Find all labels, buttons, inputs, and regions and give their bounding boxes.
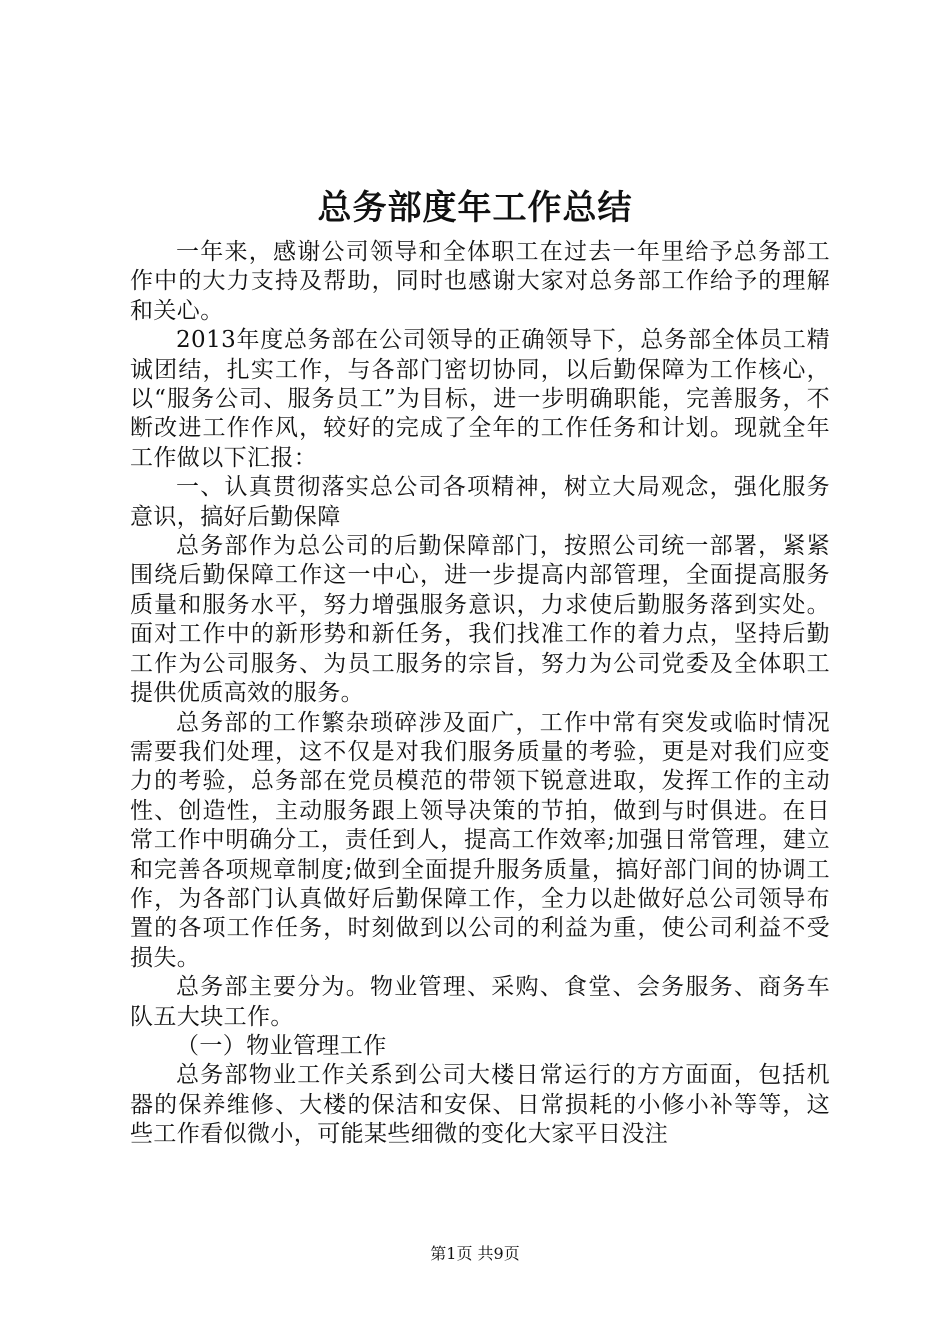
paragraph: 2013年度总务部在公司领导的正确领导下，总务部全体员工精诚团结，扎实工作，与各部门密切协同，以后勤保障为工作核心，以“服务公司、服务员工”为目标，进一步明确职能，完善服务，不断改进工作作风，较好的完成了全年的工作任务和计划。现就全年工作做以下汇报：	[130, 327, 830, 471]
document-title: 总务部度年工作总结	[317, 188, 633, 228]
page-footer: 第1页 共9页	[430, 1244, 520, 1263]
paragraph: 一年来，感谢公司领导和全体职工在过去一年里给予总务部工作中的大力支持及帮助，同时也感谢大家对总务部工作给予的理解和关心。	[130, 239, 830, 324]
paragraph: 总务部主要分为。物业管理、采购、食堂、会务服务、商务车队五大块工作。	[130, 974, 830, 1030]
section-heading: 一、认真贯彻落实总公司各项精神，树立大局观念，强化服务意识，搞好后勤保障	[130, 474, 830, 530]
document-body	[130, 238, 830, 1150]
paragraph: 总务部的工作繁杂琐碎涉及面广，工作中常有突发或临时情况需要我们处理，这不仅是对我们服务质量的考验，更是对我们应变力的考验，总务部在党员模范的带领下锐意进取，发挥工作的主动性、创造性，主动服务跟上领导决策的节拍，做到与时俱进。在日常工作中明确分工，责任到人，提高工作效率;加强日常管理，建立和完善各项规章制度;做到全面提升服务质量，搞好部门间的协调工作，为各部门认真做好后勤保障工作，全力以赴做好总公司领导布置的各项工作任务，时刻做到以公司的利益为重，使公司利益不受损失。	[130, 709, 830, 971]
paragraph: 总务部物业工作关系到公司大楼日常运行的方方面面，包括机器的保养维修、大楼的保洁和安保、日常损耗的小修小补等等，这些工作看似微小，可能某些细微的变化大家平日没注	[130, 1062, 830, 1148]
paragraph: 总务部作为总公司的后勤保障部门，按照公司统一部署，紧紧围绕后勤保障工作这一中心，进一步提高内部管理，全面提高服务质量和服务水平，努力增强服务意识，力求使后勤服务落到实处。面对工作中的新形势和新任务，我们找准工作的着力点，坚持后勤工作为公司服务、为员工服务的宗旨，努力为公司党委及全体职工提供优质高效的服务。	[130, 533, 830, 707]
subsection-heading: （一）物业管理工作	[176, 1032, 387, 1059]
